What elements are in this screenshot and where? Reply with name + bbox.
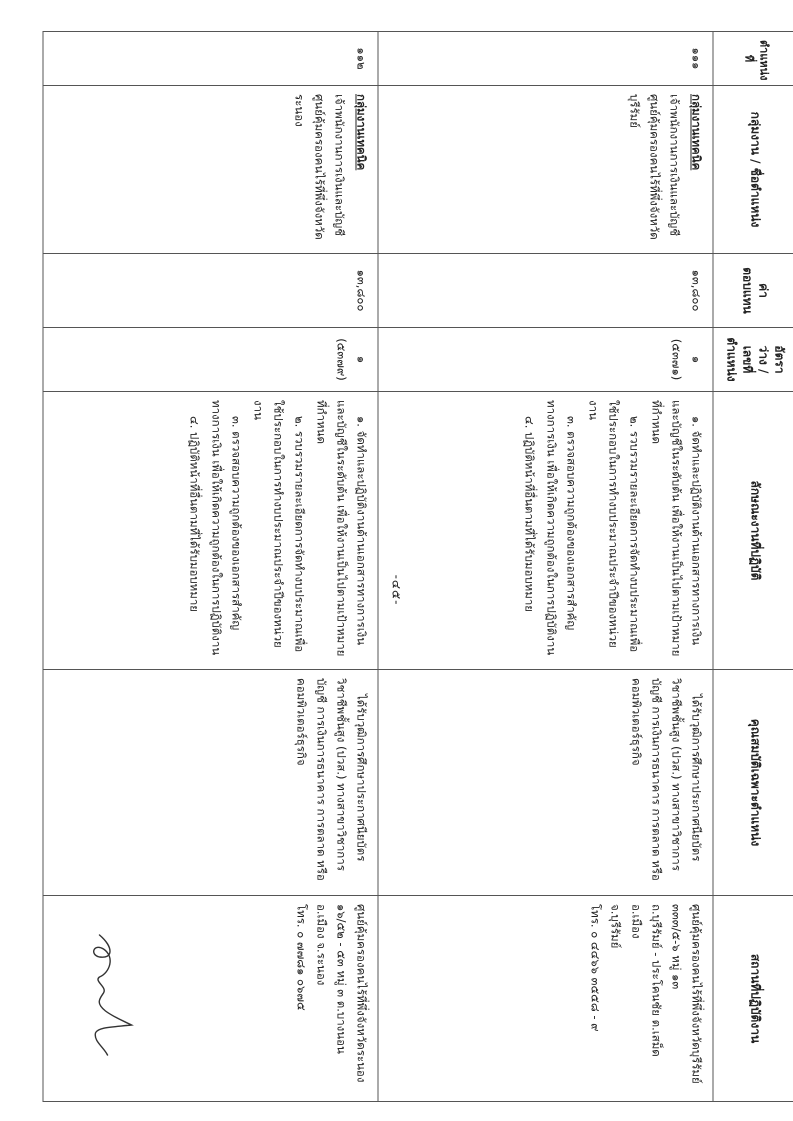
vacancy-cell [43,328,378,392]
group-name-cell [378,86,713,254]
duty-item: ๓. ตรวจสอบความถูกต้องของเอกสารสำคัญทางการเงิน เพื่อให้เกิดความถูกต้องในการปฏิบัติงาน [544,400,579,656]
compensation: ๑๓,๘๐๐ [43,254,378,328]
header-group-name: กลุ่มงาน / ชื่อตำแหน่ง [713,86,793,254]
position-table-document [64,31,793,1101]
position-unit: ศูนย์คุ้มครองคนไร้ที่พึ่งจังหวัดระนอง [292,94,327,240]
header-vacancy: อัตราว่าง / เลขที่ตำแหน่ง [713,328,793,392]
qualification: ได้รับวุฒิการศึกษาประกาศนียบัตรวิชาชีพชั้นสูง (ปวส.) ทางสาขาวิชาการบัญชี การเงินการธนาคาร การตลาด หรือคอมพิวเตอร์ธุรกิจ [43,670,378,896]
qualification: ได้รับวุฒิการศึกษาประกาศนียบัตรวิชาชีพชั้นสูง (ปวส.) ทางสาขาวิชาการบัญชี การเงินการธนาคาร การตลาด หรือคอมพิวเตอร์ธุรกิจ [378,670,713,896]
header-compensation: ค่าตอบแทน [713,254,793,328]
workplace-cell [378,896,713,1102]
vacancy-count: ๑ [354,355,369,364]
workplace-line: ศูนย์คุ้มครองคนไร้ที่พึ่งจังหวัดบุรีรัมย์ [689,904,704,1084]
position-table [43,31,793,1102]
page-number: -๔๕- [389,574,404,606]
duties-cell [43,392,378,670]
position-title: เจ้าพนักงานการเงินและบัญชี [332,94,347,237]
workplace-line: ๓๓๓/๕-๖ หมู่ ๑๓ [669,904,684,990]
position-unit: ศูนย์คุ้มครองคนไร้ที่พึ่งจังหวัดบุรีรัมย์ [627,94,662,240]
workplace-line: ๑๖/๕๒ - ๕๓ หมู่ ๓ ต.บางนอน [334,904,349,1054]
duty-item: ๒. รวบรวมรายละเอียดการจัดทำงบประมาณเพื่อใช้ประกอบในการทำงบประมาณประจำปีของหน่วยงาน [251,400,307,653]
workplace-line: จ.บุรีรัมย์ [609,904,623,949]
vacancy-count: ๑ [689,355,704,364]
group-name-cell [43,86,378,254]
workplace-line: โทร. ๐ ๔๔๖๖ ๓๕๕๘ - ๙ [588,904,603,1032]
duty-item: ๔. ปฏิบัติหน้าที่อื่นตามที่ได้รับมอบหมาย [187,416,202,613]
table-row [43,32,378,1102]
position-number: (๕๓๗๑) [669,338,684,381]
header-qualification: คุณสมบัติเฉพาะตำแหน่ง [713,670,793,896]
header-workplace: สถานที่ปฏิบัติงาน [713,896,793,1102]
group-label: กลุ่มงานเทคนิค [354,94,369,171]
workplace-line: โทร. ๐ ๗๗๘๑ ๐๖๗๕ [294,904,309,1011]
duty-item: ๓. ตรวจสอบความถูกต้องของเอกสารสำคัญทางการเงิน เพื่อให้เกิดความถูกต้องในการปฏิบัติงาน [209,400,244,656]
duty-item: ๑. จัดทำและปฏิบัติงานด้านเอกสารทางการเงินและบัญชีในระดับต้น เพื่อให้งานเป็นไปตามเป้าหมายที่กำหนด [649,400,704,657]
table-row [378,32,713,1102]
workplace-cell [43,896,378,1102]
duties-cell [378,392,713,670]
duty-item: ๒. รวบรวมรายละเอียดการจัดทำงบประมาณเพื่อใช้ประกอบในการทำงบประมาณประจำปีของหน่วยงาน [586,400,642,653]
group-label: กลุ่มงานเทคนิค [689,94,704,171]
workplace-line: ถ.บุรีรัมย์ - ประโคนชัย ต.เสม็ด อ.เมือง [629,904,664,1057]
position-no: ๑๑๒ [43,32,378,86]
header-duties: ลักษณะงานที่ปฏิบัติ [713,392,793,670]
workplace-line: ศูนย์คุ้มครองคนไร้ที่พึ่งจังหวัดระนอง [354,904,369,1083]
header-position-no: ตำแหน่งที่ [713,32,793,86]
signature-image [74,929,144,1059]
vacancy-cell [378,328,713,392]
duty-item: ๔. ปฏิบัติหน้าที่อื่นตามที่ได้รับมอบหมาย [522,416,537,613]
position-number: (๕๓๗๙) [334,338,349,381]
position-no: ๑๑๑ [378,32,713,86]
workplace-line: อ.เมือง จ.ระนอง [314,904,329,986]
compensation: ๑๓,๘๐๐ [378,254,713,328]
duty-item: ๑. จัดทำและปฏิบัติงานด้านเอกสารทางการเงินและบัญชีในระดับต้น เพื่อให้งานเป็นไปตามเป้าหมายที่กำหนด [314,400,369,657]
position-title: เจ้าพนักงานการเงินและบัญชี [667,94,682,237]
table-header-row [713,32,793,1102]
